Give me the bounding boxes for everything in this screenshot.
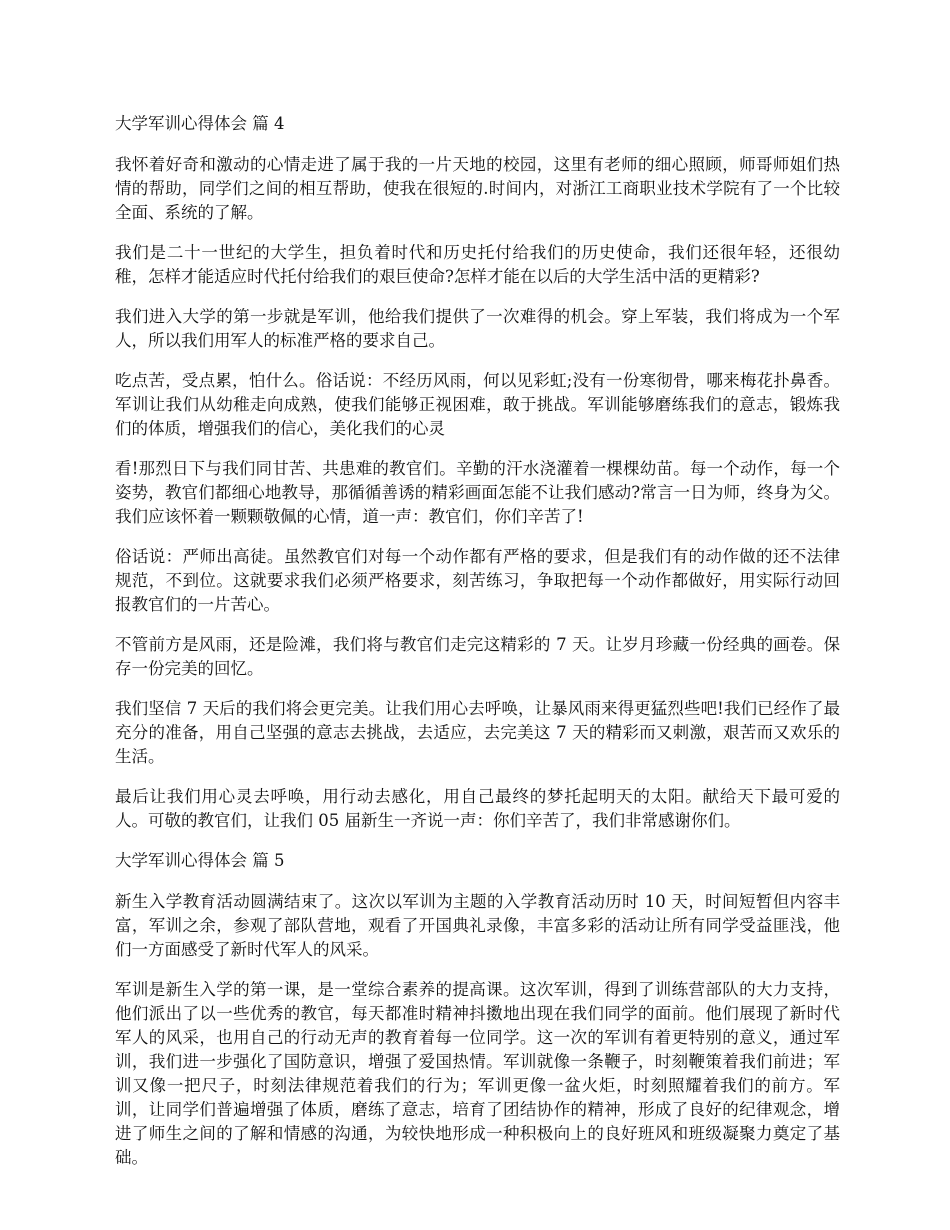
- paragraph: 我怀着好奇和激动的心情走进了属于我的一片天地的校园，这里有老师的细心照顾，师哥师姐们热情的帮助，同学们之间的相互帮助，使我在很短的.时间内，对浙江工商职业技术学院有了一个比较全面、系统的了解。: [115, 155, 840, 222]
- paragraph: 吃点苦，受点累，怕什么。俗话说：不经历风雨，何以见彩虹;没有一份寒彻骨，哪来梅花扑鼻香。军训让我们从幼稚走向成熟，使我们能够正视困难，敢于挑战。军训能够磨练我们的意志，锻炼我们的体质，增强我们的信心，美化我们的心灵: [115, 371, 840, 438]
- paragraph: 最后让我们用心灵去呼唤，用行动去感化，用自己最终的梦托起明天的太阳。献给天下最可爱的人。可敬的教官们，让我们 05 届新生一齐说一声：你们辛苦了，我们非常感谢你们。: [115, 787, 840, 830]
- paragraph: 看!那烈日下与我们同甘苦、共患难的教官们。辛勤的汗水浇灌着一棵棵幼苗。每一个动作，每一个姿势，教官们都细心地教导，那循循善诱的精彩画面怎能不让我们感动?常言一日为师，终身为父。我们应该怀着一颗颗敬佩的心情，道一声：教官们，你们辛苦了!: [115, 459, 840, 526]
- paragraph: 新生入学教育活动圆满结束了。这次以军训为主题的入学教育活动历时 10 天，时间短暂但内容丰富，军训之余，参观了部队营地，观看了开国典礼录像，丰富多彩的活动让所有同学受益匪浅，他们一方面感受了新时代军人的风采。: [115, 892, 840, 959]
- paragraph: 军训是新生入学的第一课，是一堂综合素养的提高课。这次军训，得到了训练营部队的大力支持，他们派出了以一些优秀的教官，每天都准时精神抖擞地出现在我们同学的面前。他们展现了新时代军人的风采，也用自己的行动无声的教育着每一位同学。这一次的军训有着更特别的意义，通过军训，我们进一步强化了国防意识，增强了爱国热情。军训就像一条鞭子，时刻鞭策着我们前进；军训又像一把尺子，时刻法律规范着我们的行为；军训更像一盆火炬，时刻照耀着我们的前方。军训，让同学们普遍增强了体质，磨练了意志，培育了团结协作的精神，形成了良好的纪律观念，增进了师生之间的了解和情感的沟通，为较快地形成一种积极向上的良好班风和班级凝聚力奠定了基础。: [115, 980, 840, 1167]
- section-4: [115, 112, 840, 833]
- section-title: 大学军训心得体会 篇 5: [115, 851, 285, 870]
- section-5: [115, 849, 840, 1170]
- document-page: [115, 112, 840, 1186]
- paragraph: 俗话说：严师出高徒。虽然教官们对每一个动作都有严格的要求，但是我们有的动作做的还不法律规范，不到位。这就要求我们必须严格要求，刻苦练习，争取把每一个动作都做好，用实际行动回报教官们的一片苦心。: [115, 547, 840, 614]
- paragraph: 我们是二十一世纪的大学生，担负着时代和历史托付给我们的历史使命，我们还很年轻，还很幼稚，怎样才能适应时代托付给我们的艰巨使命?怎样才能在以后的大学生活中活的更精彩?: [115, 243, 840, 286]
- paragraph: 我们坚信 7 天后的我们将会更完美。让我们用心去呼唤，让暴风雨来得更猛烈些吧!我们已经作了最充分的准备，用自己坚强的意志去挑战，去适应，去完美这 7 天的精彩而又刺激，艰苦而又欢乐的生活。: [115, 699, 840, 766]
- paragraph: 不管前方是风雨，还是险滩，我们将与教官们走完这精彩的 7 天。让岁月珍藏一份经典的画卷。保存一份完美的回忆。: [115, 635, 840, 678]
- section-title: 大学军训心得体会 篇 4: [115, 114, 285, 133]
- paragraph: 我们进入大学的第一步就是军训，他给我们提供了一次难得的机会。穿上军装，我们将成为一个军人，所以我们用军人的标准严格的要求自己。: [115, 307, 840, 350]
